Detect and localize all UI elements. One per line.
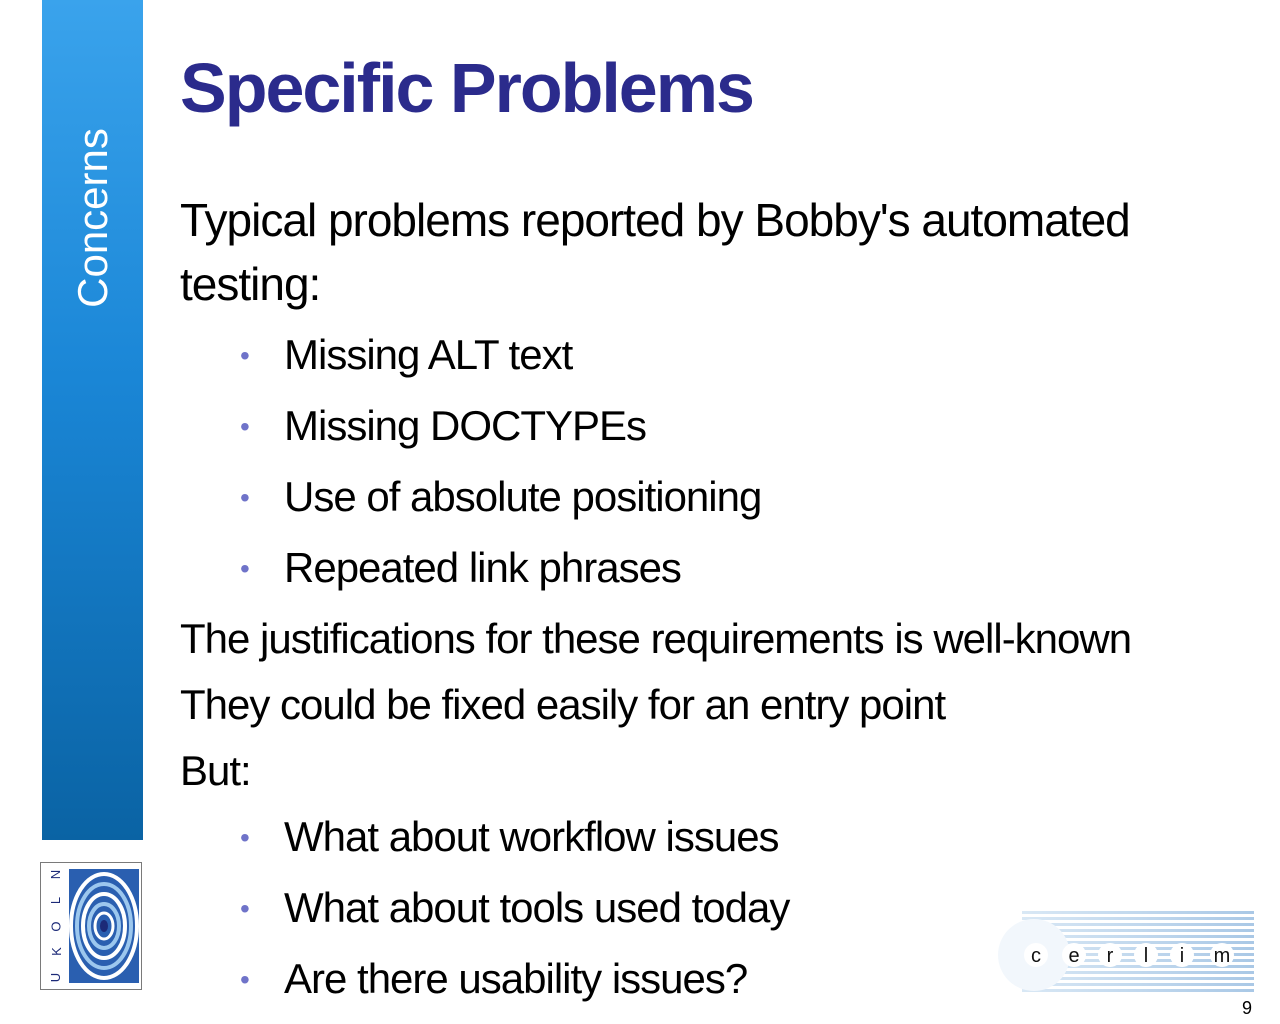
page-number: 9: [1241, 998, 1252, 1018]
slide-title: Specific Problems: [180, 49, 753, 127]
list-item: • Missing DOCTYPEs: [240, 393, 1260, 464]
bullet-icon: •: [240, 482, 249, 513]
cerlim-logo-icon: [982, 905, 1254, 1000]
statement-text: The justifications for these requirements is well-known: [180, 615, 1132, 662]
statement-text: They could be fixed easily for an entry point: [180, 681, 946, 728]
bullet-icon: •: [240, 964, 249, 995]
slide-body: [180, 188, 1260, 1017]
section-label: [43, 128, 143, 308]
cerlim-letter: c: [1031, 945, 1041, 967]
side-bar: [42, 0, 143, 840]
cerlim-letter: l: [1143, 945, 1149, 967]
list-item: • Use of absolute positioning: [240, 464, 1260, 535]
list-item: • Repeated link phrases: [240, 535, 1260, 606]
bullet-icon: •: [240, 411, 249, 442]
intro-text: Typical problems reported by Bobby's automated testing:: [180, 194, 1130, 310]
bullet-icon: •: [240, 340, 249, 371]
ukoln-wordmark: N L O K U: [48, 869, 64, 983]
bullet-icon: •: [240, 893, 249, 924]
ukoln-spiral-icon: [69, 869, 139, 983]
cerlim-letter: m: [1213, 945, 1231, 967]
cerlim-letter: i: [1179, 945, 1185, 967]
cerlim-letter: e: [1068, 945, 1080, 967]
statement-text: But:: [180, 747, 251, 794]
ukoln-logo: [40, 862, 142, 990]
section-label-text: Concerns: [69, 128, 116, 308]
list-item: • Are there usability issues?: [240, 946, 1260, 1017]
list-item: • Missing ALT text: [240, 322, 1260, 393]
list-item: • What about tools used today: [240, 875, 1260, 946]
bullet-icon: •: [240, 553, 249, 584]
bullet-icon: •: [240, 822, 249, 853]
list-item: • What about workflow issues: [240, 804, 1260, 875]
cerlim-letter: r: [1106, 945, 1114, 967]
problem-list: [240, 322, 1260, 606]
